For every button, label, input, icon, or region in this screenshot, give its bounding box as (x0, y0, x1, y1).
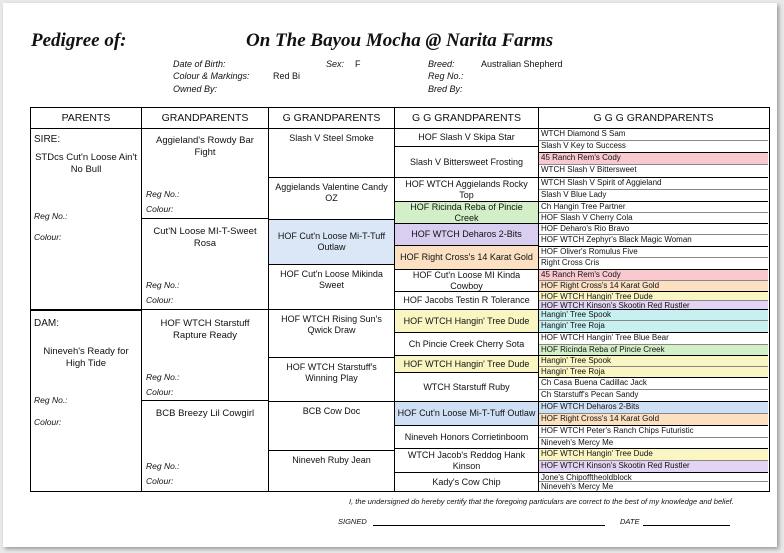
ggg-grandparent-cell: Ch Hangin Tree Partner (539, 202, 768, 213)
ggg-grandparent-cell: HOF Oliver's Romulus Five (539, 247, 768, 258)
signature-line[interactable] (373, 525, 605, 526)
gg-grandparent-cell: HOF Cut'n Loose Mi-T-Tuff Outlaw (395, 402, 538, 426)
grandparent-cell (142, 219, 268, 310)
ggg-grandparent-cell: Jone's Chipofftheoldblock (539, 473, 768, 482)
ggg-grandparent-cell: HOF Slash V Cherry Cola (539, 213, 768, 224)
g-grandparent-cell: HOF WTCH Starstuff's Winning Play (269, 358, 394, 402)
gg-grandparent-cell: HOF Slash V Skipa Star (395, 129, 538, 147)
ggg-grandparent-cell: HOF WTCH Peter's Ranch Chips Futuristic (539, 426, 768, 438)
dog-name: On The Bayou Mocha @ Narita Farms (246, 30, 554, 51)
ggg-grandparent-cell: Hangin' Tree Roja (539, 367, 768, 378)
gg-grandparent-cell: WTCH Jacob's Reddog Hank Kinson (395, 449, 538, 473)
owned-by-label: Owned By: (173, 84, 218, 94)
grandparent-colour-label: Colour: (146, 476, 174, 486)
column-header-g-grandparents: G GRANDPARENTS (269, 108, 395, 128)
dam-cell (31, 310, 141, 491)
ggg-grandparent-cell: HOF WTCH Kinson's Skootin Red Rustler (539, 301, 768, 310)
date-label: DATE (620, 517, 640, 526)
gg-grandparent-cell: Kady's Cow Chip (432, 476, 501, 487)
colour-markings-value: Red Bi (273, 71, 301, 81)
column-header-gg-grandparents: G G GRANDPARENTS (395, 108, 539, 128)
bred-by-label: Bred By: (428, 84, 463, 94)
grandparent-colour-label: Colour: (146, 295, 174, 305)
date-line[interactable] (643, 525, 730, 526)
grandparent-reg-label: Reg No.: (146, 461, 180, 471)
column-header-parents: PARENTS (31, 108, 142, 128)
grandparent-name: HOF WTCH Starstuff Rapture Ready (160, 318, 250, 341)
ggg-grandparent-cell: HOF Ricinda Reba of Pincie Creek (539, 345, 768, 356)
sire-label: SIRE: (34, 134, 61, 145)
gg-grandparent-cell: HOF WTCH Aggielands Rocky Top (395, 178, 538, 202)
colour-markings-label: Colour & Markings: (173, 71, 250, 81)
gg-grandparent-cell: WTCH Starstuff Ruby (395, 373, 538, 402)
grandparent-reg-label: Reg No.: (146, 189, 180, 199)
gg-grandparent-cell: HOF Cut'n Loose MI Kinda Cowboy (395, 270, 538, 292)
ggg-grandparent-cell: Hangin' Tree Spook (539, 310, 768, 321)
sex-label: Sex: (326, 59, 345, 69)
grandparent-cell (142, 129, 268, 219)
ggg-grandparent-cell: HOF WTCH Hangin' Tree Dude (539, 449, 768, 461)
ggg-grandparent-cell: Hangin' Tree Spook (539, 356, 768, 367)
dam-label: DAM: (34, 318, 59, 329)
g-grandparent-cell: HOF WTCH Rising Sun's Qwick Draw (269, 310, 394, 358)
ggg-grandparent-cell: WTCH Diamond S Sam (539, 129, 768, 141)
g-grandparent-cell: Slash V Steel Smoke (269, 129, 394, 178)
ggg-grandparent-cell: 45 Ranch Rem's Cody (539, 153, 768, 165)
column-header-ggg-grandparents: G G G GRANDPARENTS (593, 112, 714, 124)
ggg-grandparent-cell: HOF WTCH Deharos 2-Bits (539, 402, 768, 414)
ggg-grandparent-cell: HOF Deharo's Rio Bravo (539, 224, 768, 235)
gg-grandparent-cell: HOF WTCH Hangin' Tree Dude (395, 356, 538, 373)
g-grandparent-cell: Aggielands Valentine Candy OZ (269, 178, 394, 220)
grandparent-reg-label: Reg No.: (146, 372, 180, 382)
grandparent-cell (142, 310, 268, 401)
dam-colour-label: Colour: (34, 417, 62, 427)
sire-cell (31, 129, 141, 310)
dam-reg-label: Reg No.: (34, 395, 68, 405)
gg-grandparent-cell: Slash V Bittersweet Frosting (395, 147, 538, 178)
ggg-grandparent-cell: Slash V Key to Success (539, 141, 768, 153)
grandparent-colour-label: Colour: (146, 204, 174, 214)
gg-grandparent-cell: HOF Jacobs Testin R Tolerance (395, 292, 538, 310)
ggg-grandparent-cell: HOF WTCH Hangin' Tree Dude (539, 292, 768, 301)
reg-no-label: Reg No.: (428, 71, 464, 81)
ggg-grandparent-cell: HOF WTCH Kinson's Skootin Red Rustler (539, 461, 768, 473)
certification-statement: I, the undersigned do hereby certify that the foregoing particulars are correct to the best of my knowledge and belief. (349, 497, 734, 506)
ggg-grandparent-cell: HOF WTCH Zephyr's Black Magic Woman (539, 235, 768, 247)
column-header-grandparents: GRANDPARENTS (142, 108, 269, 128)
ggg-grandparent-cell: HOF Right Cross's 14 Karat Gold (539, 281, 768, 292)
gg-grandparent-cell: HOF Right Cross's 14 Karat Gold (395, 246, 538, 270)
ggg-grandparent-cell: Ch Casa Buena Cadillac Jack (539, 378, 768, 390)
sire-name: STDcs Cut'n Loose Ain't No Bull (35, 152, 137, 175)
ggg-grandparent-cell: Nineveh's Mercy Me (539, 438, 768, 449)
pedigree-table (30, 107, 770, 492)
dam-name: Nineveh's Ready for High Tide (43, 346, 129, 369)
gg-grandparent-cell: HOF Ricinda Reba of Pincie Creek (395, 202, 538, 224)
grandparent-name: Aggieland's Rowdy Bar Fight (156, 135, 254, 158)
grandparent-cell (142, 401, 268, 491)
grandparent-colour-label: Colour: (146, 387, 174, 397)
g-grandparent-cell: HOF Cut'n Loose Mi-T-Tuff Outlaw (269, 220, 394, 265)
ggg-grandparent-cell: Slash V Blue Lady (539, 190, 768, 202)
ggg-grandparent-cell: Hangin' Tree Roja (539, 321, 768, 333)
g-grandparent-cell: BCB Cow Doc (269, 402, 394, 451)
ggg-grandparent-cell: Nineveh's Mercy Me (541, 482, 614, 491)
g-grandparent-cell: Nineveh Ruby Jean (292, 455, 371, 465)
sire-colour-label: Colour: (34, 232, 62, 242)
ggg-grandparent-cell: HOF Right Cross's 14 Karat Gold (539, 414, 768, 426)
date-of-birth-label: Date of Birth: (173, 59, 226, 69)
ggg-grandparent-cell: Ch Starstuff's Pecan Sandy (539, 390, 768, 402)
gg-grandparent-cell: Nineveh Honors Corrietinboom (395, 426, 538, 449)
grandparent-name: Cut'N Loose MI-T-Sweet Rosa (153, 226, 257, 249)
grandparent-name: BCB Breezy Lil Cowgirl (155, 408, 255, 419)
gg-grandparent-cell: HOF WTCH Hangin' Tree Dude (395, 310, 538, 333)
signed-label: SIGNED (338, 517, 367, 526)
ggg-grandparent-cell: WTCH Slash V Bittersweet (539, 165, 768, 178)
g-grandparent-cell: HOF Cut'n Loose Mikinda Sweet (269, 265, 394, 310)
sire-reg-label: Reg No.: (34, 211, 68, 221)
ggg-grandparent-cell: 45 Ranch Rem's Cody (539, 270, 768, 281)
gg-grandparent-cell: Ch Pincie Creek Cherry Sota (395, 333, 538, 356)
sex-value: F (355, 59, 361, 69)
pedigree-title-label: Pedigree of: (31, 30, 127, 51)
ggg-grandparent-cell: WTCH Slash V Spirit of Aggieland (539, 178, 768, 190)
ggg-grandparent-cell: Right Cross Cris (539, 258, 768, 270)
ggg-grandparent-cell: HOF WTCH Hangin' Tree Blue Bear (539, 333, 768, 345)
breed-label: Breed: (428, 59, 455, 69)
grandparent-reg-label: Reg No.: (146, 280, 180, 290)
breed-value: Australian Shepherd (481, 59, 563, 69)
gg-grandparent-cell: HOF WTCH Deharos 2-Bits (395, 224, 538, 246)
